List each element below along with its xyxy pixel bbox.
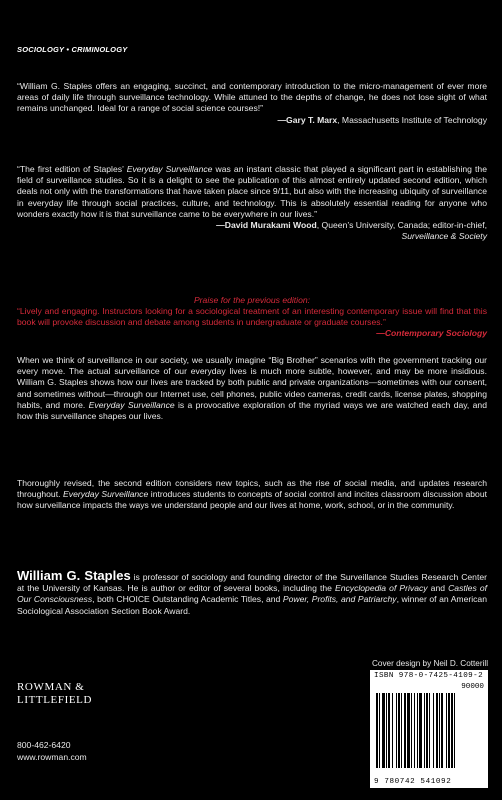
author-name: William G. Staples [17,568,131,583]
barcode-bars [376,693,482,768]
publisher-website[interactable]: www.rowman.com [17,752,87,762]
endorsement-text: “William G. Staples offers an engaging, succinct, and contemporary introduction to the micro-management of ever more areas of daily life through surveillance technology. While attuned to the depths of change, he does not lose sight of what remains unchanged. Ideal for a range of social science courses!” [17,81,487,114]
review-source: —Contemporary Sociology [376,328,487,339]
endorsement-marx [17,81,487,126]
publisher-logo: ROWMAN & LITTLEFIELD [17,681,93,706]
publisher-phone: 800-462-6420 [17,740,71,750]
isbn-barcode [370,670,488,788]
review-text: “Lively and engaging. Instructors looking for a sociological treatment of an interesting contemporary issue will find that this book will provoke discussion and debate among students in undergraduate or graduate courses.” [17,306,487,328]
cover-design-credit: Cover design by Neil D. Cotterill [372,659,489,668]
previous-edition-heading: Praise for the previous edition: [193,295,311,305]
ean-number: 9 780742 541092 [374,778,452,786]
endorsement-wood [17,164,487,242]
endorser-affiliation: , Massachusetts Institute of Technology [337,114,487,125]
endorsement-text: “The first edition of Staples’ Everyday Surveillance was an instant classic that played a significant part in establishing the field of surveillance studies. So it is a delight to see the publication of this almost entirely updated second edition, which deals not only with the transformations that have taken place since 9/11, but also with the increasing ubiquity of surveillance in everyday life through social practices, culture, and technology. This is absolutely essential reading for anyone who wonders exactly how it is that surveillance came to be everywhere in our lives.” [17,164,487,219]
previous-edition-review [17,306,487,340]
price-code: 90000 [461,683,484,691]
publisher-contact [17,739,87,763]
author-bio: William G. Staples is professor of sociology and founding director of the Surveillance Studies Research Center at the University of Kansas. He is author or editor of several books, including the Encyclopedia of Privacy and Castles of Our Consciousness, both CHOICE Outstanding Academic Titles, and Power, Profits, and Patriarchy, winner of an American Sociological Association Section Book Award. [17,568,487,616]
endorser-name: —Gary T. Marx [277,114,338,125]
book-title-ref: Everyday Surveillance [88,399,175,410]
description-paragraph-1: When we think of surveillance in our society, we usually imagine “Big Brother” scenarios with the government tracking our every move. The actual surveillance of our everyday lives is much more subtle, however, and may be more insidious. William G. Staples shows how our lives are tracked by both public and private organizations—sometimes with our consent, and sometimes without—through our Internet use, cell phones, public video cameras, credit cards, license plates, shopping habits, and more. Everyday Surveillance is a provocative exploration of the myriad ways we are watched each day, and how this surveillance shapes our lives. [17,355,487,422]
subject-category: SOCIOLOGY • CRIMINOLOGY [17,45,128,54]
endorser-affiliation: , Queen’s University, Canada; editor-in-chief, [316,220,487,231]
description-paragraph-2: Thoroughly revised, the second edition considers new topics, such as the rise of social media, and updates research throughout. Everyday Surveillance introduces students to concepts of social control and incites classroom discussion about how surveillance impacts the ways we understand people and our lives at home, work, school, or in the community. [17,478,487,511]
isbn-label: ISBN 978-0-7425-4109-2 [374,672,484,680]
book-title-ref: Everyday Surveillance [126,164,213,174]
endorsement-attribution [17,220,487,231]
book-title-ref: Everyday Surveillance [63,489,149,500]
endorser-name: —David Murakami Wood [216,220,317,231]
endorsement-attribution [17,115,487,126]
journal-name: Surveillance & Society [401,231,487,242]
